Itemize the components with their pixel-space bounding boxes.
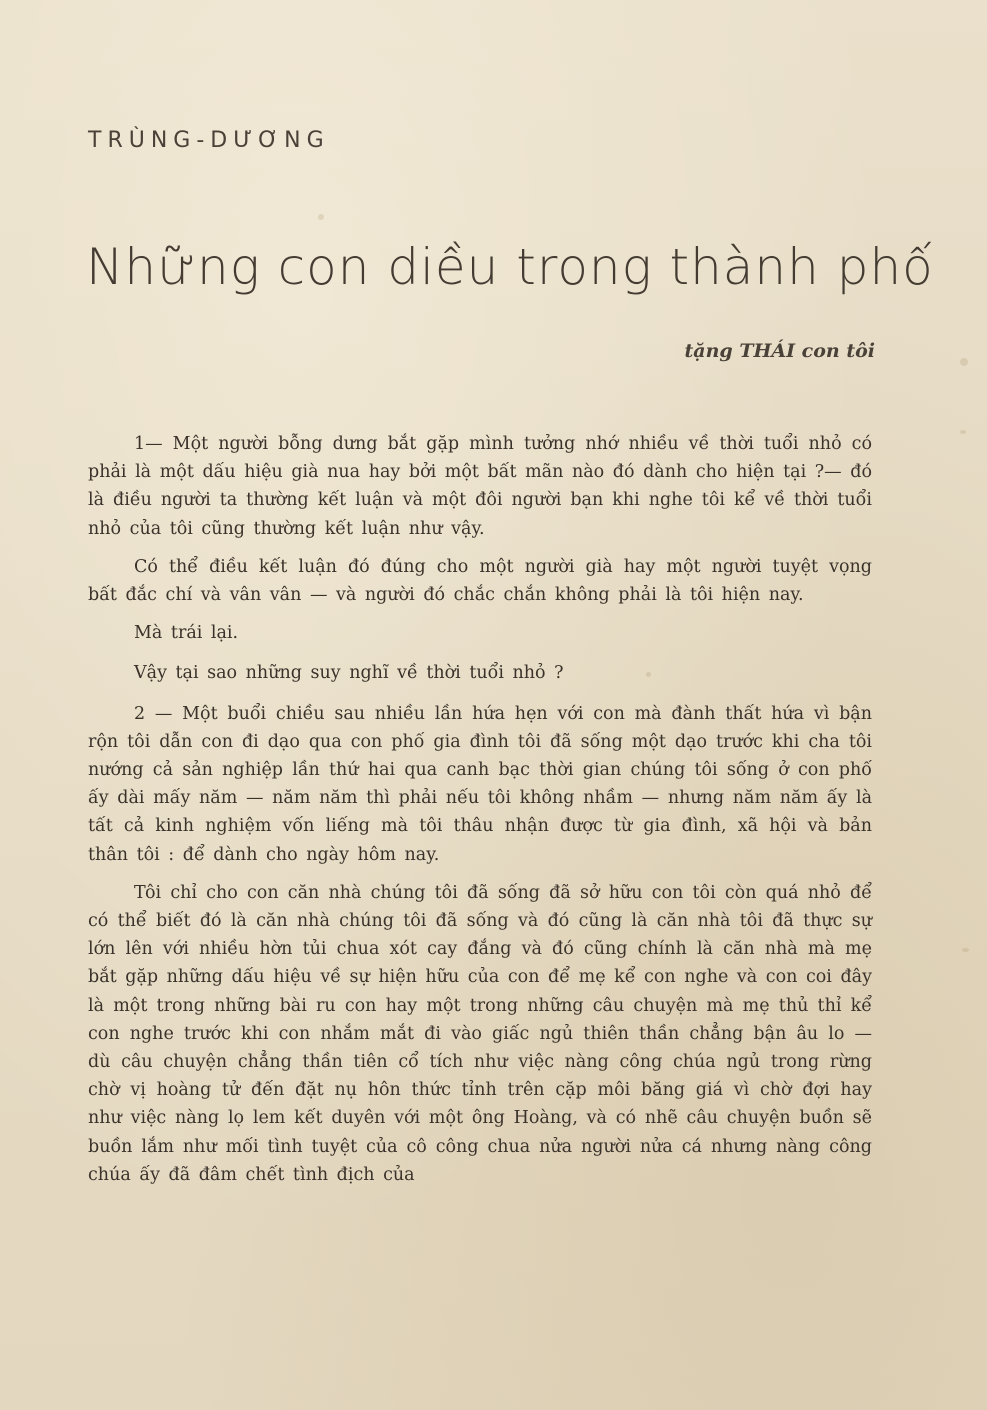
paragraph-3: Mà trái lại.	[134, 623, 239, 644]
paper-spot	[962, 948, 969, 952]
paragraph-2: Có thể điều kết luận đó đúng cho một người già hay một người tuyệt vọng bất đắc chí và vân vân — và người đó chắc chắn không phải là tôi hiện nay.	[88, 556, 872, 606]
dedication: tặng THÁI con tôi	[684, 340, 875, 362]
paragraph-4: Vậy tại sao những suy nghĩ về thời tuổi nhỏ ?	[134, 663, 564, 684]
paragraph-6: Tôi chỉ cho con căn nhà chúng tôi đã sống đã sở hữu con tôi còn quá nhỏ để có thể biết đó là căn nhà chúng tôi đã sống và đó cũng là căn nhà tôi đã thực sự lớn lên với nhiều hờn tủi chua xót cay đắng và đó cũng chính là căn nhà mà mẹ bắt gặp những dấu hiệu về sự hiện hữu của con để mẹ kể con nghe và con coi đây là một trong những bài ru con hay một trong những câu chuyện mà mẹ thủ thỉ kể con nghe trước khi con nhắm mắt đi vào giấc ngủ thiên thần chẳng bận âu lo — dù câu chuyện chẳng thần tiên cổ tích như việc nàng công chúa ngủ trong rừng chờ vị hoàng tử đến đặt nụ hôn thức tỉnh trên cặp môi băng giá vì chờ đợi hay như việc nàng lọ lem kết duyên với một ông Hoàng, và có nhẽ câu chuyện buồn sẽ buồn lắm như mối tình tuyệt của cô công chua nửa người nửa cá nhưng nàng công chúa ấy đã đâm chết tình địch của	[88, 882, 872, 1185]
article-body	[88, 430, 872, 1199]
paper-spot	[318, 214, 324, 220]
paper-spot	[960, 430, 966, 434]
paragraph-5: 2 — Một buổi chiều sau nhiều lần hứa hẹn với con mà đành thất hứa vì bận rộn tôi dẫn con đi dạo qua con phố gia đình tôi đã sống một dạo trước khi cha tôi nướng cả sản nghiệp lần thứ hai qua canh bạc thời gian chúng tôi sống ở con phố ấy dài mấy năm — năm năm thì phải nếu tôi không nhầm — nhưng năm năm ấy là tất cả kinh nghiệm vốn liếng mà tôi thâu nhận được từ gia đình, xã hội và bản thân tôi : để dành cho ngày hôm nay.	[88, 703, 872, 865]
paragraph-1: 1— Một người bỗng dưng bắt gặp mình tưởng nhớ nhiều về thời tuổi nhỏ có phải là một dấu hiệu già nua hay bởi một bất mãn nào đó dành cho hiện tại ?— đó là điều người ta thường kết luận và một đôi người bạn khi nghe tôi kể về thời tuổi nhỏ của tôi cũng thường kết luận như vậy.	[88, 434, 872, 539]
paper-spot	[960, 358, 968, 366]
page-title: Những con diều trong thành phố	[86, 238, 934, 296]
author-name: TRÙNG-DƯƠNG	[88, 128, 330, 153]
